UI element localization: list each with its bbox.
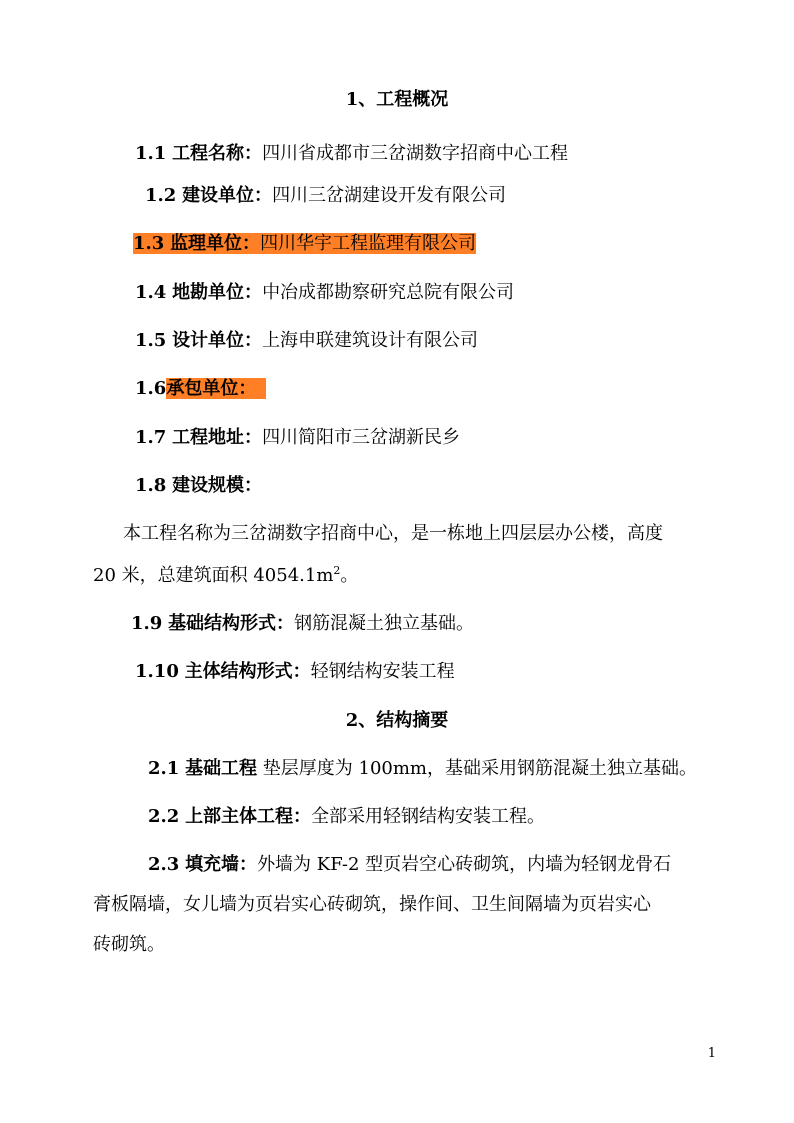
- item-number: 2.1: [148, 758, 180, 779]
- item-label: 主体结构形式：: [184, 661, 311, 682]
- item-value: 全部采用轻钢结构安装工程。: [311, 806, 546, 827]
- item-contractor: [135, 377, 266, 401]
- item-value: 外墙为 KF-2 型页岩空心砖砌筑，内墙为轻钢龙骨石: [257, 854, 672, 875]
- scale-text: 20 米，总建筑面积 4054.1m: [93, 565, 334, 586]
- item-label: 基础工程: [185, 758, 258, 779]
- page-number: 1: [707, 1046, 716, 1061]
- item-construction-unit: [145, 184, 506, 208]
- item-number: 1.5: [135, 330, 167, 351]
- item-superstructure: [148, 805, 545, 829]
- item-label: 地勘单位：: [172, 282, 263, 303]
- fill-wall-line-2: 膏板隔墙，女儿墙为页岩实心砖砌筑，操作间、卫生间隔墙为页岩实心: [93, 894, 651, 915]
- item-number: 1.8: [135, 475, 167, 496]
- item-label: 填充墙：: [185, 854, 258, 875]
- item-value: 四川华宇工程监理有限公司: [260, 233, 477, 254]
- scale-paragraph-line-2: [93, 564, 358, 588]
- item-value: 上海申联建筑设计有限公司: [262, 330, 479, 351]
- item-number: 1.9: [131, 613, 163, 634]
- item-label: 工程名称：: [172, 143, 263, 164]
- item-number: 1.4: [135, 282, 167, 303]
- item-label: 监理单位：: [170, 233, 261, 254]
- item-project-name: [135, 142, 568, 166]
- item-fill-wall: [148, 853, 671, 877]
- item-label: 建设单位：: [182, 185, 273, 206]
- item-number: 1.1: [135, 143, 167, 164]
- item-construction-scale: [135, 474, 262, 498]
- item-number: 1.10: [135, 661, 179, 682]
- item-project-address: [135, 426, 460, 450]
- item-foundation-works: [148, 757, 697, 781]
- item-foundation-structure: [131, 612, 474, 636]
- item-number: 2.2: [148, 806, 180, 827]
- item-survey-unit: [135, 281, 514, 305]
- scale-text-end: 。: [340, 565, 359, 586]
- item-value: 钢筋混凝土独立基础。: [294, 613, 475, 634]
- item-label: 设计单位：: [172, 330, 263, 351]
- item-number: 1.2: [145, 185, 177, 206]
- item-value: 垫层厚度为 100mm，基础采用钢筋混凝土独立基础。: [257, 758, 697, 779]
- scale-paragraph-line-1: 本工程名称为三岔湖数字招商中心，是一栋地上四层层办公楼，高度: [123, 523, 663, 544]
- highlighted-text: [133, 233, 476, 254]
- item-label-highlighted: 承包单位：: [166, 378, 266, 399]
- section-1-heading: 1、工程概况: [345, 89, 449, 110]
- item-value: 轻钢结构安装工程: [310, 661, 455, 682]
- section-2-heading: 2、结构摘要: [345, 710, 449, 731]
- item-label: 建设规模：: [172, 475, 263, 496]
- item-value: 中冶成都勘察研究总院有限公司: [262, 282, 515, 303]
- item-number: 2.3: [148, 854, 180, 875]
- item-design-unit: [135, 329, 478, 353]
- item-value: 四川三岔湖建设开发有限公司: [272, 185, 507, 206]
- item-supervision-unit: [133, 232, 476, 256]
- item-label: 基础结构形式：: [168, 613, 295, 634]
- item-main-structure: [135, 660, 455, 684]
- item-label: 工程地址：: [172, 427, 263, 448]
- item-value: 四川简阳市三岔湖新民乡: [262, 427, 461, 448]
- item-label: 上部主体工程：: [185, 806, 312, 827]
- item-number: 1.3: [133, 233, 165, 254]
- item-number: 1.7: [135, 427, 167, 448]
- fill-wall-line-3: 砖砌筑。: [93, 934, 165, 955]
- area-unit-superscript: 2: [333, 564, 341, 577]
- item-number: 1.6: [135, 378, 167, 399]
- item-value: 四川省成都市三岔湖数字招商中心工程: [262, 143, 569, 164]
